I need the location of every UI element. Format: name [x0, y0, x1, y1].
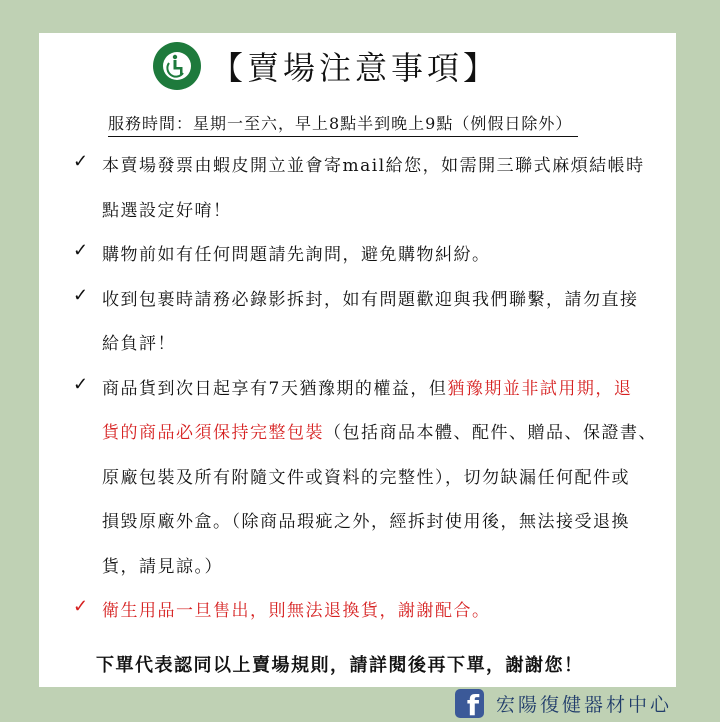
notice-line	[102, 418, 657, 443]
notice-line	[102, 285, 639, 310]
notice-text: 商品貨到次日起享有7天猶豫期的權益，但	[102, 378, 448, 399]
notice-line	[102, 329, 176, 354]
notice-line	[102, 507, 630, 532]
service-hours: 服務時間：星期一至六，早上8點半到晚上9點（例假日除外）	[108, 111, 578, 137]
notice-line	[102, 374, 632, 399]
notice-line	[102, 151, 645, 176]
header	[39, 33, 676, 101]
notice-text: 點選設定好唷！	[102, 200, 232, 221]
notice-card	[39, 33, 676, 687]
check-icon: ✓	[73, 284, 89, 306]
brand-badge[interactable]	[455, 688, 673, 722]
notice-text: 本賣場發票由蝦皮開立並會寄mail給您，如需開三聯式麻煩結帳時	[102, 156, 645, 176]
facebook-icon[interactable]: f	[455, 689, 484, 718]
highlighted-text: 猶豫期並非試用期，退	[447, 378, 633, 399]
highlighted-text: 衛生用品一旦售出，則無法退換貨，謝謝配合。	[102, 601, 491, 621]
highlighted-text: 貨的商品必須保持完整包裝	[102, 423, 324, 443]
check-icon: ✓	[73, 151, 89, 172]
closing-note: 下單代表認同以上賣場規則，請詳閱後再下單，謝謝您！	[96, 655, 584, 676]
notice-text: 原廠包裝及所有附隨文件或資料的完整性），切勿缺漏任何配件或	[102, 467, 630, 488]
medical-rehabilitate-logo-icon	[152, 41, 202, 91]
notice-text: 損毀原廠外盒。（除商品瑕疵之外，經拆封使用後，無法接受退換	[102, 512, 630, 532]
check-icon: ✓	[73, 596, 89, 617]
page-title: 【賣場注意事項】	[211, 49, 500, 87]
notice-line	[102, 463, 630, 488]
notice-text: 貨，請見諒。）	[102, 556, 223, 577]
notice-line	[102, 240, 491, 265]
check-icon: ✓	[73, 373, 89, 395]
notice-line	[102, 552, 223, 577]
notice-text: （包括商品本體、配件、贈品、保證書、	[324, 423, 657, 443]
brand-name: 宏陽復健器材中心	[496, 693, 673, 716]
check-icon: ✓	[73, 240, 89, 261]
notice-text: 給負評！	[102, 334, 176, 354]
notice-text: 購物前如有任何問題請先詢問，避免購物糾紛。	[102, 245, 491, 265]
notice-line	[102, 196, 232, 221]
notice-line	[102, 596, 491, 621]
notice-text: 收到包裹時請務必錄影拆封，如有問題歡迎與我們聯繫，請勿直接	[102, 289, 639, 310]
